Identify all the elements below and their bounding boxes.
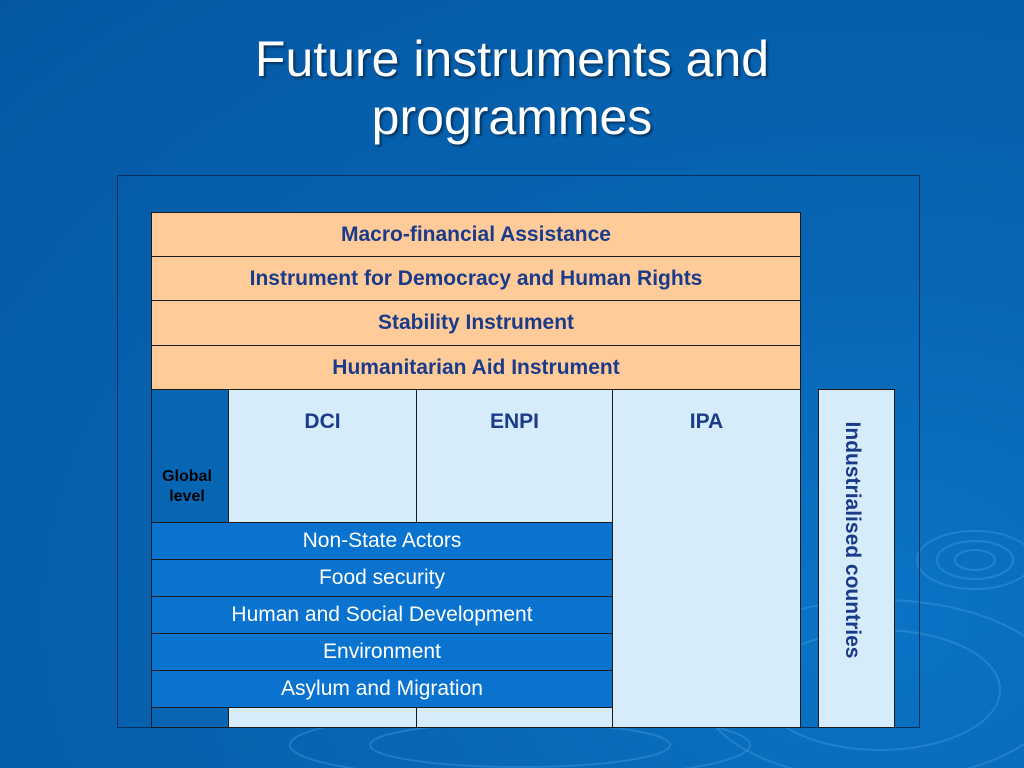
programme-food-security: Food security [151,559,613,597]
industrialised-countries-label: Industrialised countries [841,421,864,659]
geographic-instrument-ipa: IPA [612,389,801,728]
global-level-label [152,467,222,507]
title-line-1: Future instruments and [254,31,770,87]
programme-non-state-actors: Non-State Actors [151,522,613,560]
instrument-stability: Stability Instrument [151,300,801,346]
global-level-bottom-cell [151,707,229,728]
programme-environment: Environment [151,633,613,671]
title-line-2: programmes [371,89,653,145]
geographic-instrument-enpi: ENPI [416,389,613,523]
instrument-macro-financial-assistance: Macro-financial Assistance [151,212,801,257]
global-level-label-line-1: Global [162,468,212,485]
slide-title [0,30,1024,146]
programme-human-social-development: Human and Social Development [151,596,613,634]
enpi-bottom-cell [416,707,613,728]
instrument-democracy-human-rights: Instrument for Democracy and Human Rights [151,256,801,301]
global-level-label-line-2: level [169,488,205,505]
dci-bottom-cell [228,707,417,728]
programme-asylum-migration: Asylum and Migration [151,670,613,708]
geographic-instrument-dci: DCI [228,389,417,523]
instrument-humanitarian-aid: Humanitarian Aid Instrument [151,345,801,390]
